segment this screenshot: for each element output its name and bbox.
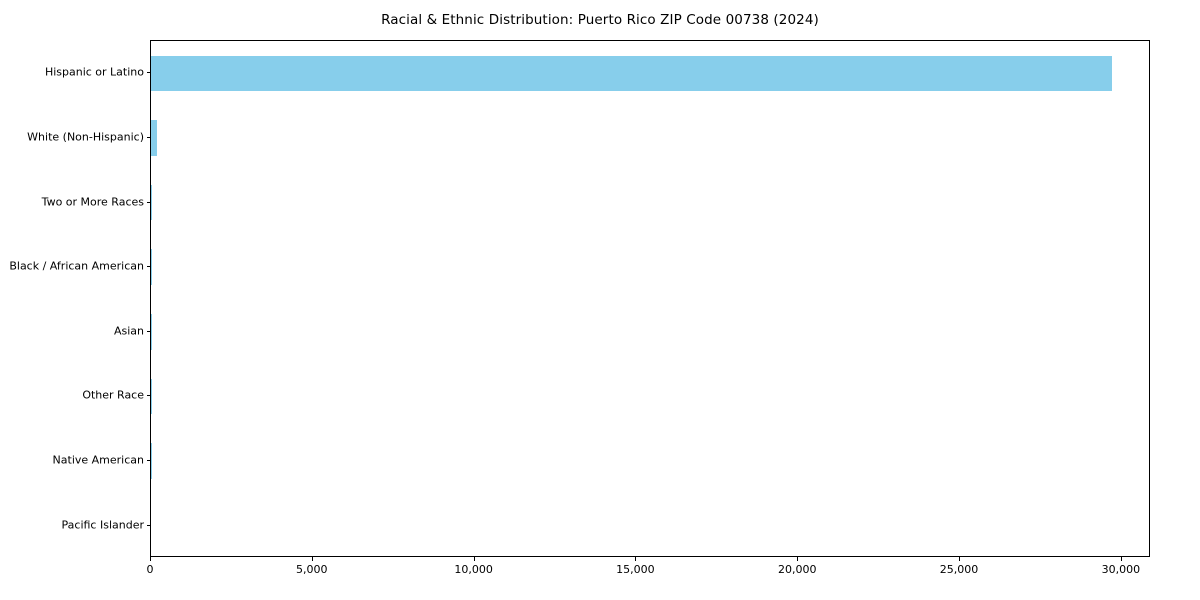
x-tick-mark: [312, 557, 313, 561]
bar-row: [151, 249, 1149, 285]
plot-area: [150, 40, 1150, 557]
x-tick-mark: [959, 557, 960, 561]
bar-row: [151, 314, 1149, 350]
y-tick-mark: [147, 202, 151, 203]
x-tick-label: 10,000: [454, 563, 493, 576]
y-tick-mark: [147, 331, 151, 332]
x-tick-label: 30,000: [1101, 563, 1141, 576]
bar-row: [151, 120, 1149, 156]
bar: [151, 249, 152, 285]
y-tick-label: White (Non-Hispanic): [27, 130, 144, 144]
y-tick-mark: [147, 525, 151, 526]
chart-title: Racial & Ethnic Distribution: Puerto Rico ZIP Code 00738 (2024): [381, 12, 819, 28]
x-tick-label: 15,000: [616, 563, 655, 576]
y-tick-mark: [147, 395, 151, 396]
bar-series: [151, 41, 1149, 556]
y-tick-mark: [147, 137, 151, 138]
y-tick-label: Other Race: [82, 388, 144, 402]
y-tick-label: Hispanic or Latino: [44, 65, 144, 79]
bar-row: [151, 379, 1149, 415]
y-tick-label: Pacific Islander: [61, 518, 144, 532]
bar-row: [151, 56, 1149, 92]
x-tick-label: 20,000: [777, 563, 817, 576]
x-tick-mark: [150, 557, 151, 561]
y-tick-label: Native American: [52, 453, 144, 467]
x-tick-mark: [635, 557, 636, 561]
x-tick-mark: [1121, 557, 1122, 561]
x-tick-mark: [797, 557, 798, 561]
bar: [151, 120, 157, 156]
x-tick-label: 5,000: [296, 563, 328, 576]
y-tick-label: Black / African American: [9, 259, 144, 273]
bar: [151, 56, 1112, 92]
bar-row: [151, 508, 1149, 544]
x-tick-label: 25,000: [939, 563, 979, 576]
y-tick-mark: [147, 266, 151, 267]
bar: [151, 185, 152, 221]
y-tick-label: Two or More Races: [41, 195, 144, 209]
x-tick-mark: [474, 557, 475, 561]
y-tick-mark: [147, 72, 151, 73]
x-tick-label: 0: [146, 563, 154, 576]
y-tick-mark: [147, 460, 151, 461]
bar-row: [151, 443, 1149, 479]
y-tick-label: Asian: [113, 324, 144, 338]
bar-row: [151, 185, 1149, 221]
